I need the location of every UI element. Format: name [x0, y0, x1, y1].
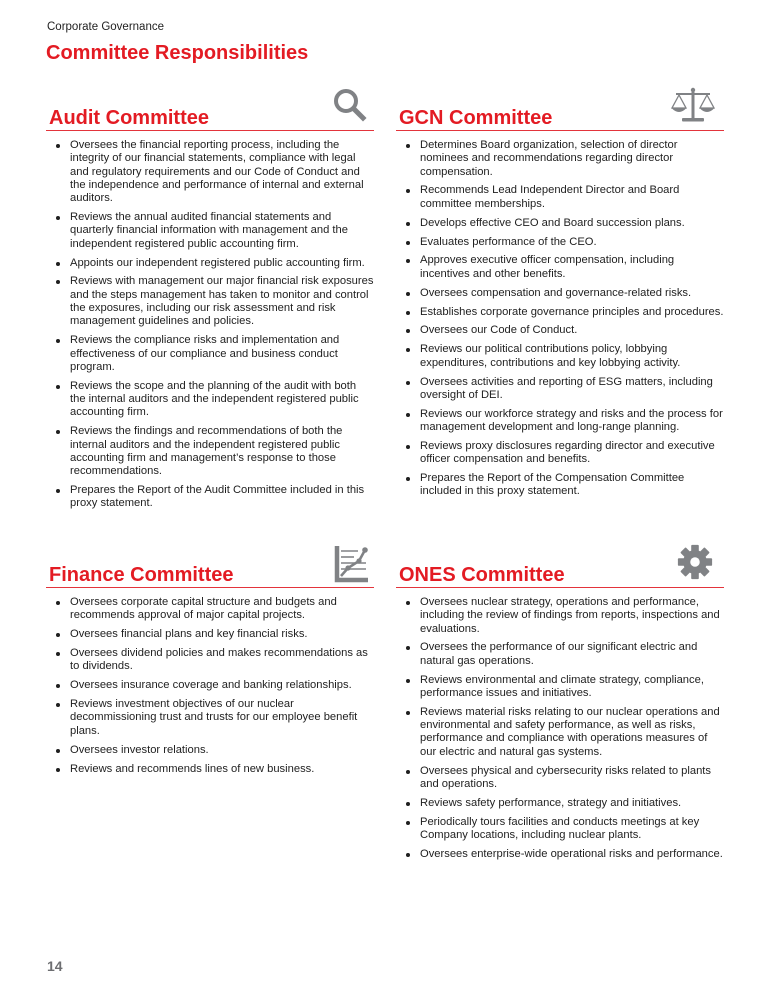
list-item: Periodically tours facilities and conducts meetings at key Company locations, including nuclear plants.: [396, 816, 724, 843]
section-title: GCN Committee: [399, 107, 553, 129]
page-number: 14: [47, 958, 63, 974]
list-item: Oversees compensation and governance-related risks.: [396, 287, 724, 300]
section-eyebrow: Corporate Governance: [47, 21, 164, 33]
responsibility-list: [46, 596, 374, 776]
list-item: Oversees insurance coverage and banking relationships.: [46, 679, 374, 692]
list-item: Oversees nuclear strategy, operations and performance, including the review of findings from reports, inspections and evaluations.: [396, 596, 724, 636]
list-item: Oversees financial plans and key financial risks.: [46, 628, 374, 641]
list-item: Oversees investor relations.: [46, 744, 374, 757]
list-item: Determines Board organization, selection of director nominees and recommendations regarding director compensation.: [396, 139, 724, 179]
list-item: Appoints our independent registered public accounting firm.: [46, 257, 374, 270]
section-title: Audit Committee: [49, 107, 209, 129]
scales-icon: [670, 86, 716, 126]
list-item: Oversees dividend policies and makes recommendations as to dividends.: [46, 647, 374, 674]
gear-icon: [676, 543, 714, 581]
list-item: Reviews our political contributions policy, lobbying expenditures, contributions and key lobbying activity.: [396, 343, 724, 370]
list-item: Oversees enterprise-wide operational risks and performance.: [396, 848, 724, 861]
list-item: Oversees the performance of our significant electric and natural gas operations.: [396, 641, 724, 668]
list-item: Oversees our Code of Conduct.: [396, 324, 724, 337]
list-item: Oversees the financial reporting process, including the integrity of our financial statements, compliance with legal and regulatory requirements and our Code of Conduct and the independence and performance of internal and external auditors.: [46, 139, 374, 205]
list-item: Reviews the annual audited financial statements and quarterly financial information with management and the independent registered public accounting firm.: [46, 211, 374, 251]
list-item: Reviews material risks relating to our nuclear operations and environmental and safety performance, as well as risks, performance and compliance with operations measures of our electric and natural gas systems.: [396, 706, 724, 759]
list-item: Prepares the Report of the Compensation Committee included in this proxy statement.: [396, 472, 724, 499]
responsibility-list: [46, 139, 374, 511]
section-header: [396, 541, 724, 588]
list-item: Oversees activities and reporting of ESG matters, including oversight of DEI.: [396, 376, 724, 403]
list-item: Reviews and recommends lines of new business.: [46, 763, 374, 776]
list-item: Establishes corporate governance principles and procedures.: [396, 306, 724, 319]
list-item: Prepares the Report of the Audit Committee included in this proxy statement.: [46, 484, 374, 511]
list-item: Evaluates performance of the CEO.: [396, 236, 724, 249]
list-item: Reviews proxy disclosures regarding director and executive officer compensation and benefits.: [396, 440, 724, 467]
section-header: [46, 84, 374, 131]
section-header: [396, 84, 724, 131]
page-title: Committee Responsibilities: [46, 42, 309, 64]
section-title: Finance Committee: [49, 564, 234, 586]
audit-committee-section: [46, 84, 374, 516]
section-header: [46, 541, 374, 588]
list-item: Reviews safety performance, strategy and initiatives.: [396, 797, 724, 810]
list-item: Reviews environmental and climate strategy, compliance, performance issues and initiatives.: [396, 674, 724, 701]
list-item: Reviews our workforce strategy and risks and the process for management development and long-range planning.: [396, 408, 724, 435]
list-item: Reviews the findings and recommendations of both the internal auditors and the independent registered public accounting firm and management’s response to those recommendations.: [46, 425, 374, 478]
list-item: Approves executive officer compensation, including incentives and other benefits.: [396, 254, 724, 281]
list-item: Reviews investment objectives of our nuclear decommissioning trust and trusts for our employee benefit plans.: [46, 698, 374, 738]
list-item: Reviews the compliance risks and implementation and effectiveness of our compliance and business conduct program.: [46, 334, 374, 374]
list-item: Recommends Lead Independent Director and Board committee memberships.: [396, 184, 724, 211]
list-item: Reviews with management our major financial risk exposures and the steps management has taken to monitor and control the exposures, including our risk assessment and risk management guidelines and policies.: [46, 275, 374, 328]
responsibility-list: [396, 596, 724, 861]
list-item: Develops effective CEO and Board succession plans.: [396, 217, 724, 230]
list-item: Oversees physical and cybersecurity risks related to plants and operations.: [396, 765, 724, 792]
ones-committee-section: [396, 541, 724, 867]
responsibility-list: [396, 139, 724, 499]
gcn-committee-section: [396, 84, 724, 504]
chart-trend-icon: [332, 543, 372, 583]
section-title: ONES Committee: [399, 564, 565, 586]
finance-committee-section: [46, 541, 374, 781]
list-item: Reviews the scope and the planning of the audit with both the internal auditors and the independent registered public accounting firm.: [46, 380, 374, 420]
list-item: Oversees corporate capital structure and budgets and recommends approval of major capital projects.: [46, 596, 374, 623]
magnifier-icon: [330, 86, 370, 126]
